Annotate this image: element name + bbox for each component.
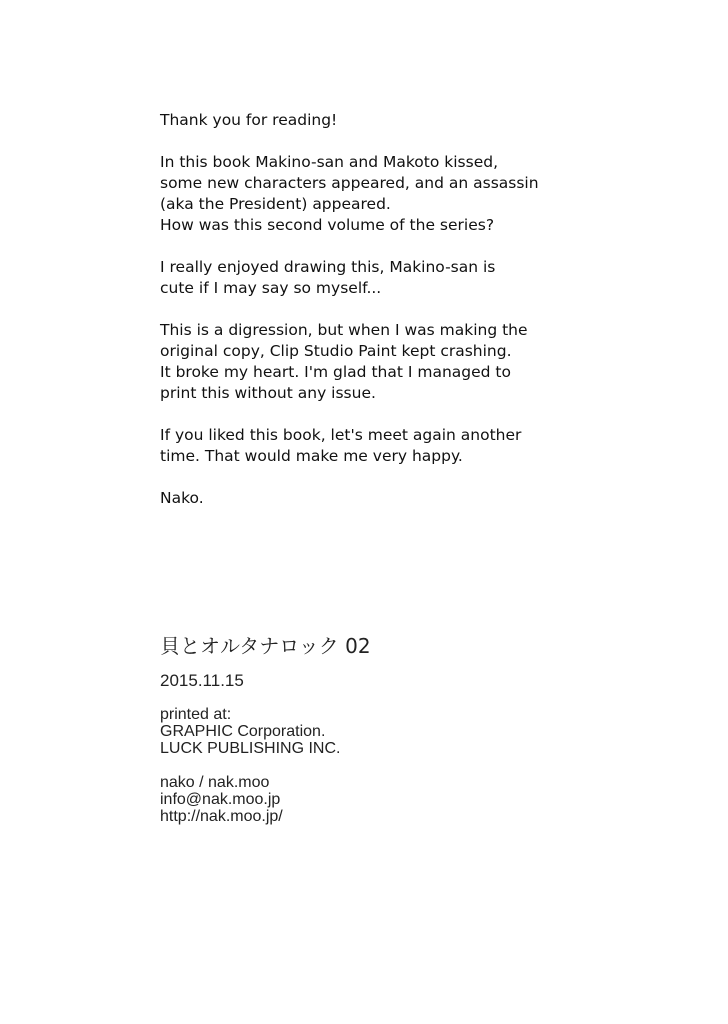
text-line: some new characters appeared, and an assassin	[160, 174, 539, 192]
afterword-paragraph-1	[160, 152, 580, 236]
publication-date: 2015.11.15	[160, 671, 244, 690]
text-line: printed at:	[160, 706, 232, 723]
author-email: info@nak.moo.jp	[160, 791, 281, 808]
author-website: http://nak.moo.jp/	[160, 808, 283, 825]
text-line: original copy, Clip Studio Paint kept crashing.	[160, 342, 512, 360]
book-title: 貝とオルタナロック 02	[160, 634, 371, 658]
text-line: In this book Makino-san and Makoto kissed,	[160, 153, 498, 171]
printer-info	[160, 706, 580, 757]
text-line: LUCK PUBLISHING INC.	[160, 740, 341, 757]
afterword-paragraph-2	[160, 257, 580, 299]
text-line: print this without any issue.	[160, 384, 376, 402]
afterword-paragraph-4	[160, 425, 580, 467]
text-line: cute if I may say so myself...	[160, 279, 382, 297]
text-line: time. That would make me very happy.	[160, 447, 463, 465]
text-line: This is a digression, but when I was making the	[160, 321, 528, 339]
author-contact	[160, 774, 580, 825]
text-line: (aka the President) appeared.	[160, 195, 391, 213]
text-line: How was this second volume of the series?	[160, 216, 495, 234]
afterword-paragraph-3	[160, 320, 580, 404]
text-line: It broke my heart. I'm glad that I managed to	[160, 363, 511, 381]
greeting: Thank you for reading!	[160, 111, 338, 129]
colophon	[160, 632, 580, 842]
text-line: I really enjoyed drawing this, Makino-san is	[160, 258, 496, 276]
text-line: If you liked this book, let's meet again another	[160, 426, 522, 444]
text-line: GRAPHIC Corporation.	[160, 723, 326, 740]
signature: Nako.	[160, 489, 204, 507]
afterword-text	[160, 110, 580, 530]
author-name: nako / nak.moo	[160, 774, 270, 791]
